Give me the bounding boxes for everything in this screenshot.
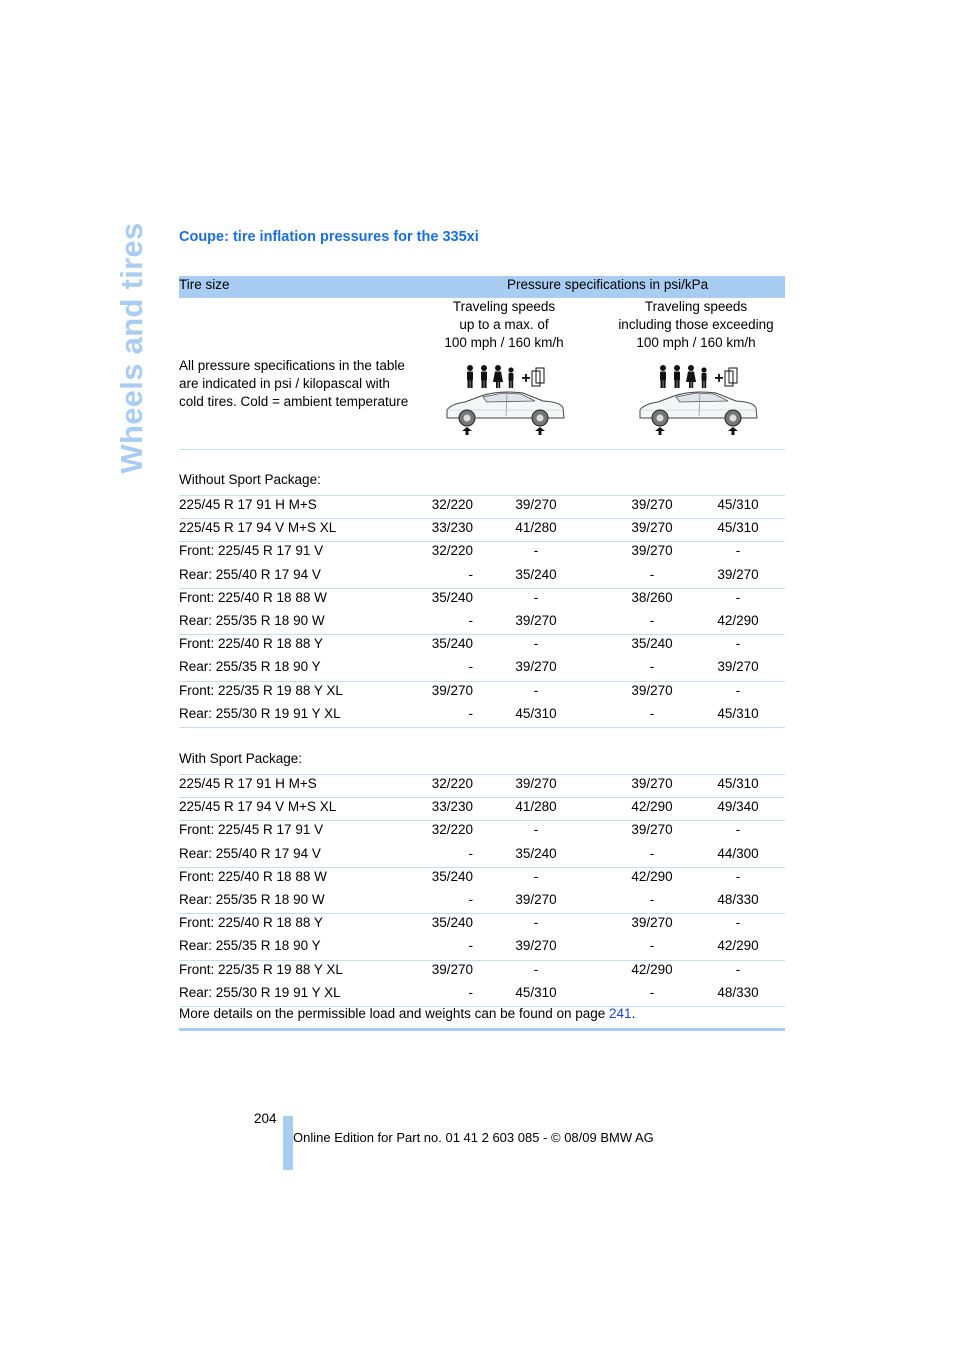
pressure-cell: - — [533, 683, 539, 698]
pressure-cell: 44/300 — [717, 846, 759, 861]
pressure-cell: - — [468, 985, 473, 1000]
table-row — [179, 913, 785, 936]
pressure-cell: - — [649, 567, 655, 582]
tire-size-cell: Rear: 255/30 R 19 91 Y XL — [179, 985, 341, 1000]
table-row — [179, 797, 785, 820]
page-reference-link[interactable]: 241 — [609, 1006, 632, 1021]
tire-size-cell: Front: 225/40 R 18 88 W — [179, 869, 327, 884]
pressure-cell: - — [533, 590, 539, 605]
row-divider — [179, 727, 785, 728]
pressure-cell: 39/270 — [717, 567, 759, 582]
pressure-cell: - — [735, 962, 741, 977]
tire-size-cell: 225/45 R 17 91 H M+S — [179, 497, 317, 512]
pressure-cell: 39/270 — [515, 776, 557, 791]
table-row — [179, 565, 785, 588]
pressure-cell: 39/270 — [515, 938, 557, 953]
pressure-cell: 42/290 — [717, 938, 759, 953]
pressure-cell: 39/270 — [631, 776, 673, 791]
pressure-cell: 42/290 — [631, 962, 673, 977]
passengers-plus-luggage-car-icon — [636, 360, 760, 436]
pressure-cell: 42/290 — [717, 613, 759, 628]
pressure-cell: 42/290 — [631, 799, 673, 814]
pressure-cell: 45/310 — [515, 706, 557, 721]
table-row — [179, 774, 785, 797]
tire-size-cell: Front: 225/45 R 17 91 V — [179, 822, 324, 837]
pressure-cell: 39/270 — [631, 822, 673, 837]
pressure-cell: - — [533, 636, 539, 651]
tire-size-cell: 225/45 R 17 91 H M+S — [179, 776, 317, 791]
pressure-note — [179, 357, 429, 411]
pressure-cell: - — [649, 659, 655, 674]
tire-size-cell: Rear: 255/35 R 18 90 W — [179, 613, 325, 628]
pressure-cell: 33/230 — [431, 520, 473, 535]
pressure-cell: - — [649, 846, 655, 861]
tire-size-cell: Front: 225/40 R 18 88 Y — [179, 915, 323, 930]
pressure-cell: - — [735, 869, 741, 884]
pressure-cell: - — [468, 846, 473, 861]
passengers-plus-luggage-car-icon — [443, 360, 567, 436]
pressure-cell: 35/240 — [431, 590, 473, 605]
pressure-cell: 48/330 — [717, 892, 759, 907]
pressure-cell: 49/340 — [717, 799, 759, 814]
table-row — [179, 960, 785, 983]
tire-size-cell: Front: 225/40 R 18 88 W — [179, 590, 327, 605]
pressure-cell: - — [468, 659, 473, 674]
tire-size-cell: Front: 225/35 R 19 88 Y XL — [179, 962, 343, 977]
section-title: Coupe: tire inflation pressures for the 335xi — [179, 229, 479, 245]
pressure-cell: - — [468, 613, 473, 628]
pressure-cell: - — [533, 962, 539, 977]
table-row — [179, 867, 785, 890]
tire-size-cell: Rear: 255/40 R 17 94 V — [179, 567, 321, 582]
table-row — [179, 890, 785, 913]
pressure-cell: - — [735, 636, 741, 651]
speed-column-header-1 — [414, 298, 594, 352]
pressure-cell: - — [735, 590, 741, 605]
pressure-cell: 38/260 — [631, 590, 673, 605]
pressure-cell: 39/270 — [631, 520, 673, 535]
pressure-cell: 33/230 — [431, 799, 473, 814]
tire-size-cell: Front: 225/45 R 17 91 V — [179, 543, 324, 558]
pressure-cell: 39/270 — [717, 659, 759, 674]
pressure-cell: 32/220 — [431, 543, 473, 558]
group-label: Without Sport Package: — [179, 472, 321, 487]
chapter-side-tab — [112, 222, 152, 474]
table-row — [179, 983, 785, 1006]
pressure-cell: 39/270 — [515, 892, 557, 907]
table-row — [179, 704, 785, 727]
table-row — [179, 681, 785, 704]
table-row — [179, 518, 785, 541]
speed-header-line: up to a max. of — [459, 317, 549, 332]
pressure-cell: 39/270 — [631, 543, 673, 558]
tire-size-cell: Front: 225/35 R 19 88 Y XL — [179, 683, 343, 698]
pressure-cell: 39/270 — [631, 915, 673, 930]
tire-size-cell: Front: 225/40 R 18 88 Y — [179, 636, 323, 651]
pressure-cell: - — [649, 985, 655, 1000]
pressure-cell: - — [533, 869, 539, 884]
pressure-cell: - — [468, 706, 473, 721]
tire-size-header: Tire size — [179, 277, 230, 292]
pressure-cell: - — [735, 543, 741, 558]
footer-text: Online Edition for Part no. 01 41 2 603 085 - © 08/09 BMW AG — [293, 1130, 654, 1145]
pressure-cell: - — [533, 543, 539, 558]
tire-size-cell: 225/45 R 17 94 V M+S XL — [179, 799, 337, 814]
speed-header-line: including those exceeding — [618, 317, 774, 332]
table-row — [179, 844, 785, 867]
pressure-cell: 39/270 — [515, 497, 557, 512]
speed-header-line: Traveling speeds — [644, 299, 748, 314]
speed-header-line: 100 mph / 160 km/h — [444, 335, 564, 350]
pressure-cell: 39/270 — [431, 962, 473, 977]
table-row — [179, 495, 785, 518]
table-header-bar — [179, 276, 785, 298]
pressure-cell: - — [649, 706, 655, 721]
table-row — [179, 541, 785, 564]
pressure-cell: 32/220 — [431, 776, 473, 791]
pressure-cell: 48/330 — [717, 985, 759, 1000]
speed-column-header-2 — [606, 298, 786, 352]
footnote — [179, 1006, 635, 1021]
pressure-cell: 45/310 — [717, 706, 759, 721]
table-divider — [179, 449, 785, 450]
pressure-cell: 39/270 — [515, 659, 557, 674]
tire-size-cell: Rear: 255/30 R 19 91 Y XL — [179, 706, 341, 721]
pressure-cell: - — [649, 938, 655, 953]
table-row — [179, 611, 785, 634]
footer-accent-bar — [283, 1116, 293, 1170]
pressure-cell: 45/310 — [515, 985, 557, 1000]
note-line: All pressure specifications in the table — [179, 358, 405, 373]
pressure-cell: 32/220 — [431, 822, 473, 837]
tire-size-cell: Rear: 255/40 R 17 94 V — [179, 846, 321, 861]
pressure-cell: 41/280 — [515, 520, 557, 535]
note-line: cold tires. Cold = ambient temperature — [179, 394, 409, 409]
table-row — [179, 657, 785, 680]
pressure-cell: 39/270 — [431, 683, 473, 698]
table-row — [179, 936, 785, 959]
pressure-cell: 45/310 — [717, 497, 759, 512]
pressure-cell: - — [649, 613, 655, 628]
pressure-cell: - — [735, 915, 741, 930]
pressure-cell: 35/240 — [431, 636, 473, 651]
pressure-cell: - — [735, 822, 741, 837]
tire-size-cell: Rear: 255/35 R 18 90 Y — [179, 659, 321, 674]
footnote-text: More details on the permissible load and weights can be found on page — [179, 1006, 610, 1021]
pressure-cell: - — [533, 915, 539, 930]
table-bottom-rule — [179, 1028, 785, 1031]
pressure-cell: 42/290 — [631, 869, 673, 884]
pressure-cell: 45/310 — [717, 520, 759, 535]
table-row — [179, 634, 785, 657]
pressure-cell: 35/240 — [431, 869, 473, 884]
tire-size-cell: Rear: 255/35 R 18 90 Y — [179, 938, 321, 953]
pressure-cell: 39/270 — [631, 497, 673, 512]
pressure-cell: - — [533, 822, 539, 837]
pressure-cell: 39/270 — [515, 613, 557, 628]
pressure-spec-header: Pressure specifications in psi/kPa — [507, 277, 709, 292]
tire-size-cell: Rear: 255/35 R 18 90 W — [179, 892, 325, 907]
pressure-cell: 39/270 — [631, 683, 673, 698]
pressure-cell: - — [468, 567, 473, 582]
pressure-cell: 32/220 — [431, 497, 473, 512]
note-line: are indicated in psi / kilopascal with — [179, 376, 390, 391]
pressure-cell: - — [649, 892, 655, 907]
pressure-cell: - — [468, 892, 473, 907]
table-row — [179, 820, 785, 843]
pressure-cell: 35/240 — [431, 915, 473, 930]
tire-size-cell: 225/45 R 17 94 V M+S XL — [179, 520, 337, 535]
pressure-cell: 35/240 — [515, 567, 557, 582]
pressure-cell: 45/310 — [717, 776, 759, 791]
page-number: 204 — [254, 1111, 277, 1126]
pressure-cell: 41/280 — [515, 799, 557, 814]
chapter-title: Wheels and tires — [114, 222, 149, 474]
pressure-cell: - — [735, 683, 741, 698]
pressure-cell: 35/240 — [515, 846, 557, 861]
table-row — [179, 588, 785, 611]
pressure-cell: 35/240 — [631, 636, 673, 651]
pressure-cell: - — [468, 938, 473, 953]
speed-header-line: 100 mph / 160 km/h — [636, 335, 756, 350]
speed-header-line: Traveling speeds — [452, 299, 556, 314]
group-label: With Sport Package: — [179, 751, 303, 766]
footnote-period: . — [631, 1006, 636, 1021]
